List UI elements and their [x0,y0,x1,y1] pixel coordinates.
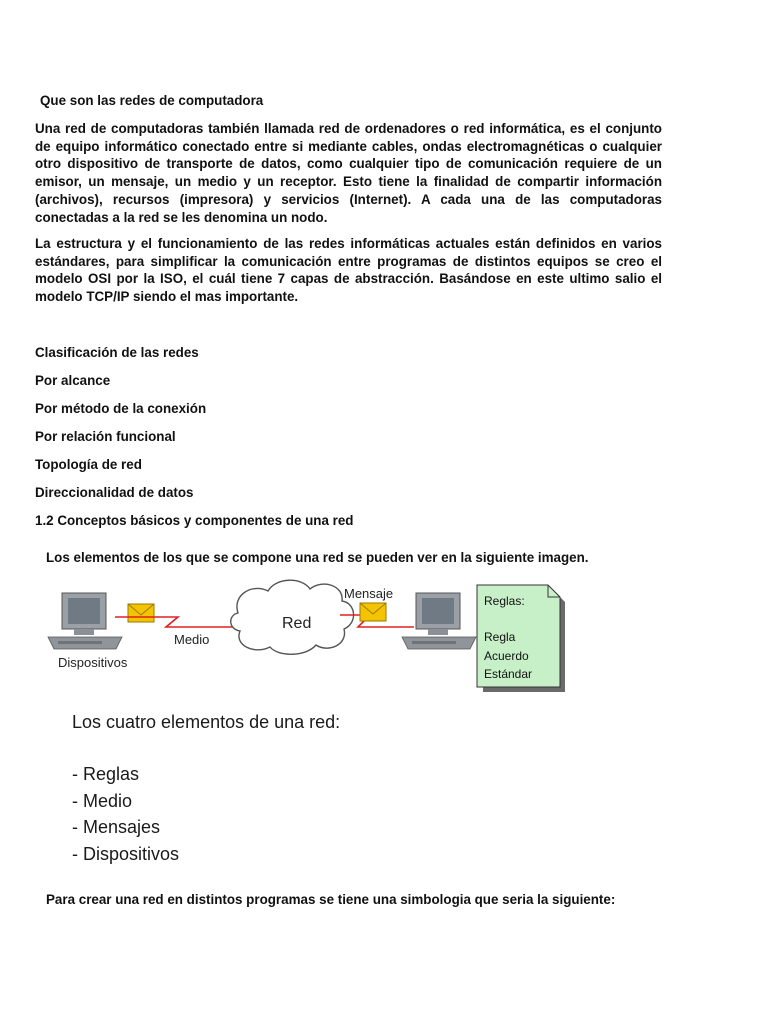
envelope-icon [128,604,154,622]
rules-title: Reglas: [484,594,525,608]
message-label: Mensaje [344,586,394,601]
computer-icon [402,593,476,649]
classification-item: Por método de la conexión [35,401,207,416]
elements-item: - Mensajes [72,817,161,838]
classification-item: Por alcance [35,373,111,388]
medium-label: Medio [174,632,210,647]
classification-item: Por relación funcional [35,429,176,444]
envelope-icon [360,603,386,621]
elements-heading: Los cuatro elementos de una red: [72,712,341,732]
classification-heading: Clasificación de las redes [35,345,199,360]
elements-item: - Reglas [72,764,140,784]
rules-item: Estándar [484,667,533,681]
standards-paragraph: La estructura y el funcionamiento de las redes informáticas actuales están definidos en varios estándares, para simplificar la comunicación entre programas de distintos equipos se creo el modelo OSI por la ISO, el cuál tiene 7 capas de abstracción. Basándose en este ultimo salio el modelo TCP/IP siendo el mas importante. [35,236,662,305]
elements-item: - Medio [72,790,133,811]
elements-item: - Dispositivos [72,844,180,865]
symbology-paragraph: Para crear una red en distintos programas se tiene una simbologia que seria la siguiente: [46,892,616,907]
computer-icon [48,593,122,649]
section-heading: 1.2 Conceptos básicos y componentes de una red [35,513,354,528]
network-diagram [40,575,580,695]
elements-list [72,712,340,868]
devices-label: Dispositivos [58,655,128,670]
classification-item: Topología de red [35,457,142,472]
intro-paragraph: Una red de computadoras también llamada red de ordenadores o red informática, es el conjunto de equipo informático conectado entre si mediante cables, ondas electromagnéticas o cualquier otro dispositivo de transporte de datos, como cualquier tipo de comunicación requiere de un emisor, un mensaje, un medio y un receptor. Esto tiene la finalidad de compartir información (archivos), recursos (impresora) y servicios (Internet). A cada una de las computadoras conectadas a la red se les denomina un nodo. [35,121,662,225]
page-title: Que son las redes de computadora [40,93,264,108]
rules-item: Regla [484,630,516,644]
rules-item: Acuerdo [484,649,529,663]
figure-caption: Los elementos de los que se compone una red se pueden ver en la siguiente imagen. [46,550,589,565]
classification-item: Direccionalidad de datos [35,485,194,500]
network-label: Red [282,615,312,632]
